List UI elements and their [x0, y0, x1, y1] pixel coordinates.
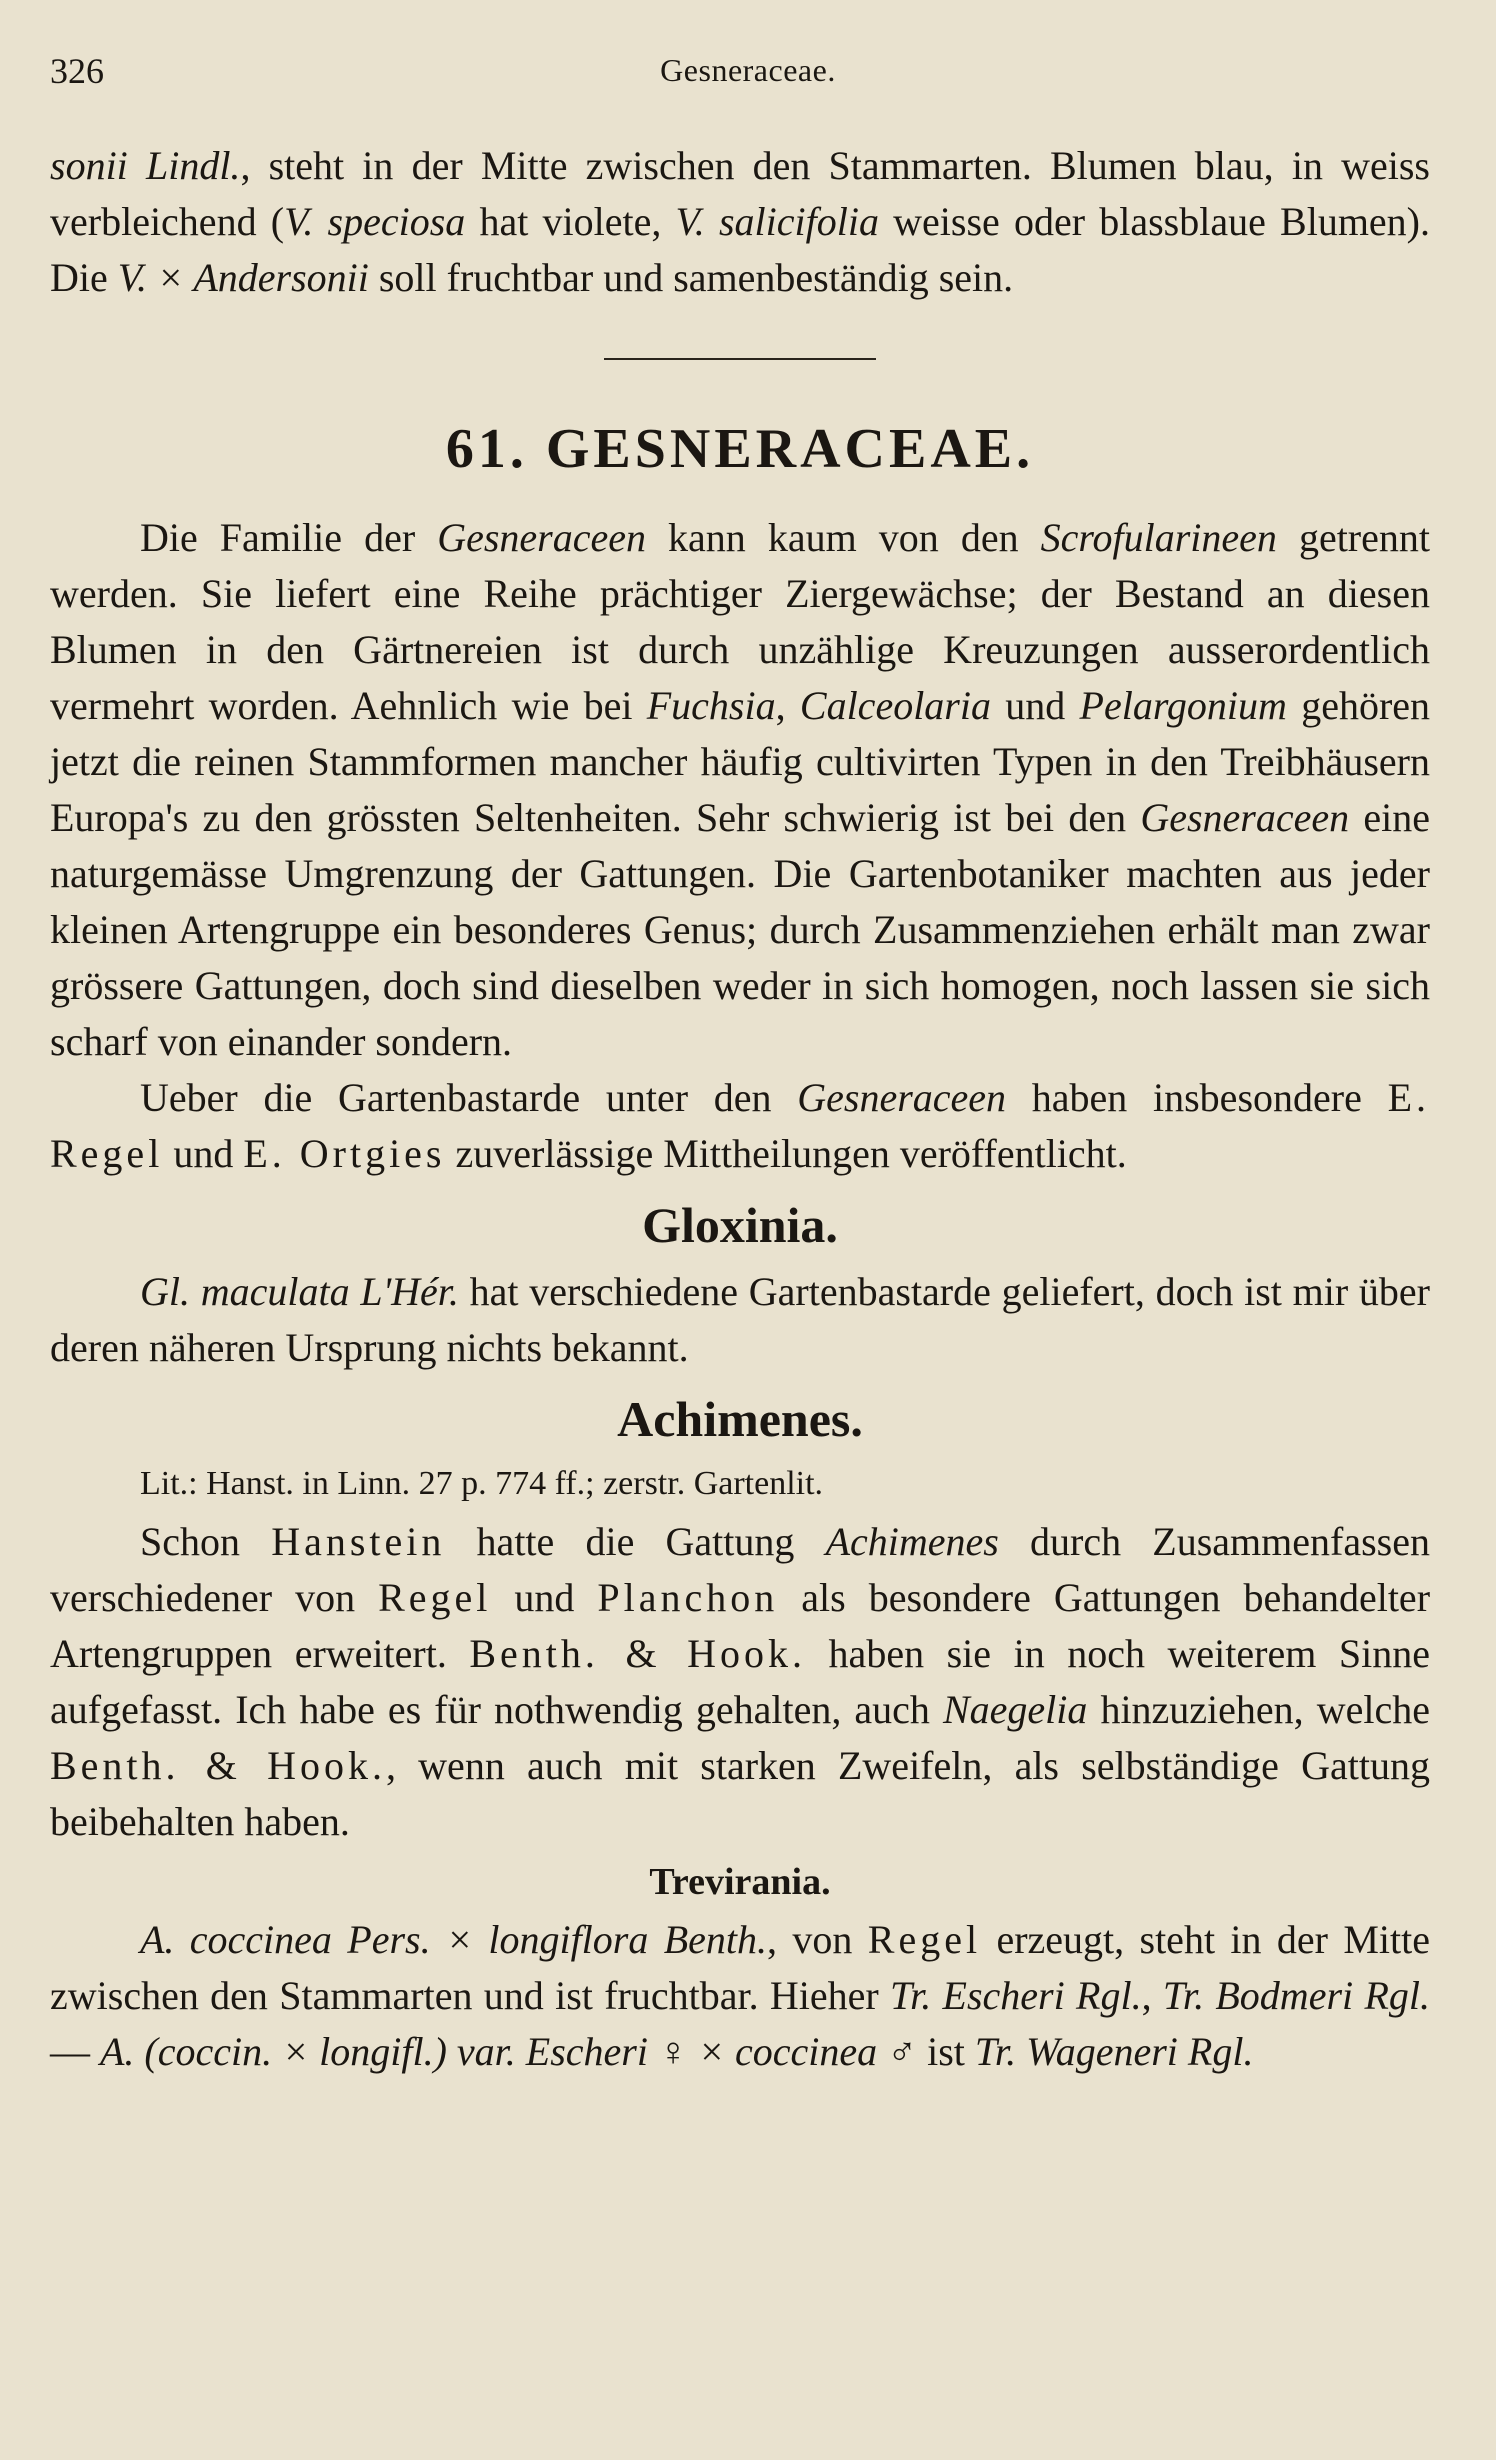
taxon-name: Gesneraceen	[437, 515, 646, 560]
text-run: , wenn auch mit starken Zweifeln, als selbständige Gattung beibehalten haben.	[50, 1743, 1431, 1844]
text-run: durch Zusammenfassen verschiedener von	[50, 1519, 1430, 1620]
subsection-title-trevirania: Trevirania.	[649, 1861, 831, 1903]
text-run: zuverlässige Mittheilungen veröffentlicht.	[445, 1131, 1127, 1176]
page-header	[50, 50, 1446, 100]
text-run: hinzuziehen, welche	[1087, 1687, 1430, 1732]
text-run: gehören jetzt die reinen Stammformen mancher häufig cultivirten Typen in den Treibhäusern Europa's zu den grössten Seltenheiten. Sehr schwierig ist bei den	[50, 683, 1431, 840]
text-run: hatte die Gattung	[445, 1519, 826, 1564]
text-run: ist	[917, 2029, 975, 2074]
text-run: Schon	[140, 1519, 272, 1564]
genus-title-gloxinia: Gloxinia.	[642, 1197, 838, 1253]
text-run: hat violete,	[465, 199, 676, 244]
text-run: weisse oder blassblaue Blumen). Die	[50, 199, 1431, 300]
genus-name: Calceolaria	[799, 683, 991, 728]
text-run: erzeugt, steht in der Mitte zwischen den Stammarten und ist fruchtbar. Hieher	[50, 1917, 1430, 2018]
text-run: eine naturgemässe Umgrenzung der Gattungen. Die Gartenbotaniker machten aus jeder kleinen Artengruppe ein besonderes Genus; durch Zusammenziehen erhält man zwar grössere Gattungen, doch sind dieselben weder in sich homogen, noch lassen sie sich scharf von einander sondern.	[50, 795, 1430, 1064]
species-name: Tr. Wageneri Rgl.	[974, 2029, 1254, 2074]
text-run: haben insbesondere	[1006, 1075, 1388, 1120]
species-name: V. speciosa	[284, 199, 466, 244]
text-run: hat verschiedene Gartenbastarde geliefert, doch ist mir über deren näheren Ursprung nichts bekannt.	[50, 1269, 1430, 1370]
achimenes-paragraph	[50, 1514, 1430, 1850]
species-name: Tr. Bodmeri Rgl.	[1162, 1973, 1430, 2018]
genus-title-achimenes: Achimenes.	[617, 1391, 863, 1447]
literature-reference: Lit.: Hanst. in Linn. 27 p. 774 ff.; zerstr. Gartenlit.	[140, 1465, 824, 1502]
species-name: sonii Lindl.	[50, 143, 241, 188]
text-run: Ueber die Gartenbastarde unter den	[140, 1075, 798, 1120]
author-name: Planchon	[597, 1575, 779, 1620]
section-divider	[604, 358, 876, 360]
text-run: und	[491, 1575, 598, 1620]
species-name: V. salicifolia	[675, 199, 879, 244]
author-name: Benth. & Hook.	[50, 1743, 386, 1788]
text-run: kann kaum von den	[646, 515, 1041, 560]
author-name: Regel	[378, 1575, 492, 1620]
species-name: Gl. maculata L'Hér.	[140, 1269, 459, 1314]
taxon-name: Scrofularineen	[1040, 515, 1277, 560]
hybrid-name: V. × Andersonii	[117, 255, 369, 300]
hybrid-name: A. (coccin. × longifl.) var. Escheri ♀ × coccinea ♂	[100, 2029, 918, 2074]
author-name: Benth. & Hook.	[469, 1631, 807, 1676]
genus-name: Achimenes	[825, 1519, 999, 1564]
text-run: Die Familie der	[140, 515, 438, 560]
text-run: , steht in der Mitte zwischen den Stammarten. Blumen blau, in weiss verbleichend (	[50, 143, 1430, 244]
text-run: getrennt werden. Sie liefert eine Reihe prächtiger Ziergewächse; der Bestand an diesen Blumen in den Gärtnereien ist durch unzählige Kreuzungen ausserordentlich vermehrt worden. Aehnlich wie bei	[50, 515, 1430, 728]
author-name: Hanstein	[271, 1519, 446, 1564]
author-name: E. Regel	[50, 1075, 1430, 1176]
genus-name: Naegelia	[942, 1687, 1088, 1732]
species-name: Tr. Escheri Rgl.	[890, 1973, 1142, 2018]
text-run: —	[50, 2029, 100, 2074]
genus-name: Pelargonium	[1079, 683, 1287, 728]
text-run: als besondere Gattungen behandelter Artengruppen erweitert.	[50, 1575, 1431, 1676]
text-run: , von	[767, 1917, 868, 1962]
family-title: 61. GESNERACEAE.	[445, 418, 1035, 480]
trevirania-paragraph	[50, 1912, 1430, 2080]
text-run: ,	[1141, 1973, 1163, 2018]
genus-name: Fuchsia	[646, 683, 776, 728]
text-run: haben sie in noch weiterem Sinne aufgefasst. Ich habe es für nothwendig gehalten, auch	[50, 1631, 1431, 1732]
author-name: Regel	[867, 1917, 982, 1962]
text-run: ,	[775, 683, 800, 728]
taxon-name: Gesneraceen	[1140, 795, 1350, 840]
text-run: und	[990, 683, 1080, 728]
gloxinia-paragraph	[50, 1264, 1430, 1376]
hybrid-name: A. coccinea Pers. × longiflora Benth.	[140, 1917, 768, 1962]
page-number: 326	[50, 51, 104, 91]
author-name: E. Ortgies	[243, 1131, 446, 1176]
page-body	[50, 138, 1430, 2080]
continuation-paragraph	[50, 138, 1430, 306]
text-run: und	[163, 1131, 244, 1176]
text-run: soll fruchtbar und samenbeständig sein.	[368, 255, 1014, 300]
family-paragraph-1	[50, 510, 1430, 1070]
taxon-name: Gesneraceen	[797, 1075, 1007, 1120]
running-head: Gesneraceae.	[660, 52, 836, 88]
family-paragraph-2	[50, 1070, 1430, 1182]
